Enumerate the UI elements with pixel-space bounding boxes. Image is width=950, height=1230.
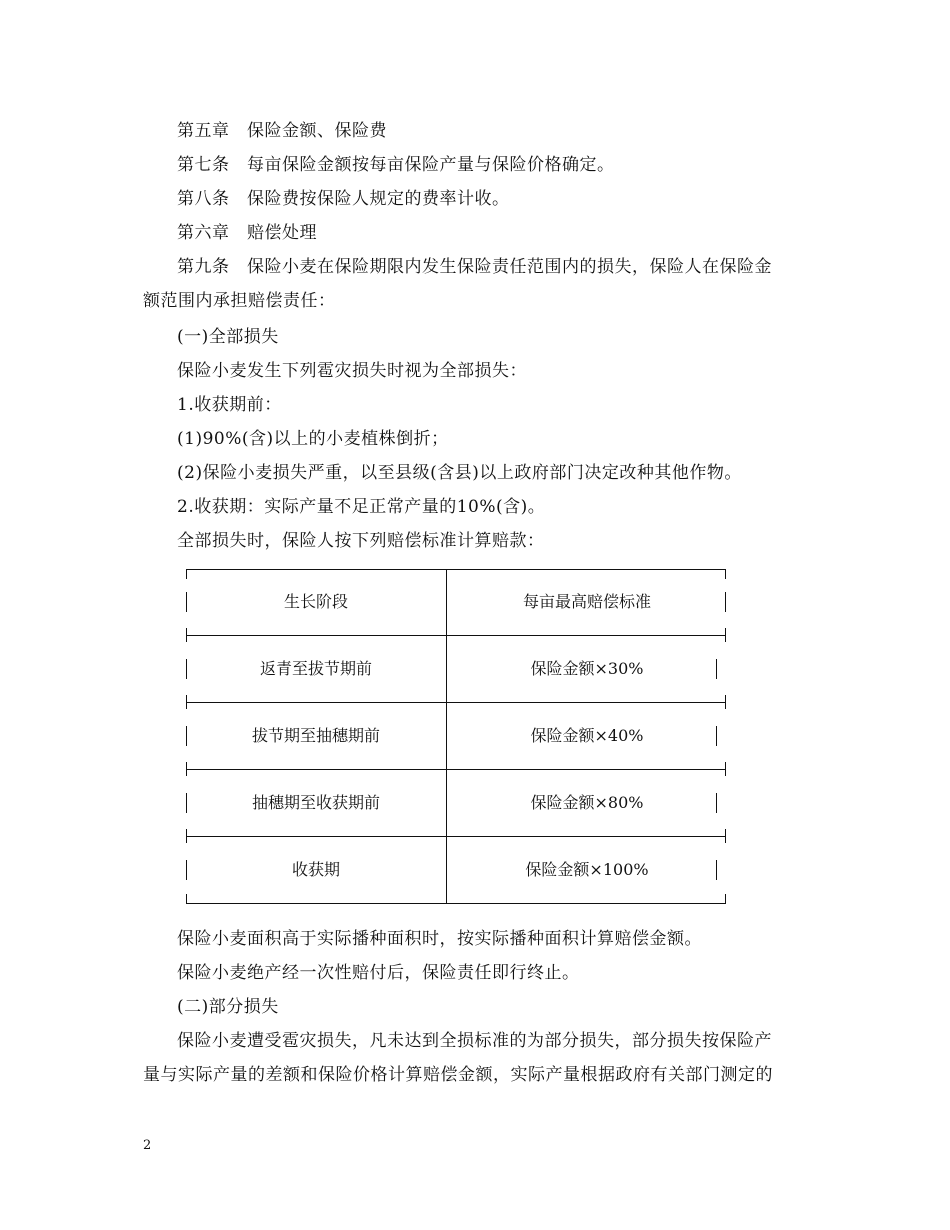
table-rule	[186, 702, 726, 703]
total-loss-intro: 保险小麦发生下列雹灾损失时视为全部损失：	[177, 361, 527, 381]
table-header-standard: 每亩最高赔偿标准	[522, 592, 651, 611]
table-tick	[186, 628, 187, 642]
table-cell-standard: 保险金额×30%	[530, 659, 644, 678]
table-tick	[725, 695, 726, 709]
article-7: 第七条 每亩保险金额按每亩保险产量与保险价格确定。	[177, 155, 615, 175]
page-number: 2	[143, 1138, 152, 1153]
partial-loss-line-1: 保险小麦遭受雹灾损失，凡未达到全损标准的为部分损失，部分损失按保险产	[177, 1031, 772, 1051]
table-cell-stage: 收获期	[291, 860, 340, 879]
table-tick	[186, 762, 187, 776]
article-9-line-1: 第九条 保险小麦在保险期限内发生保险责任范围内的损失，保险人在保险金	[177, 257, 772, 277]
item-harvest: 2.收获期：实际产量不足正常产量的10%(含)。	[177, 497, 546, 517]
table-tick	[186, 829, 187, 843]
item-before-harvest: 1.收获期前：	[177, 395, 282, 415]
table-tick	[725, 569, 726, 579]
table-tick	[725, 762, 726, 776]
chapter-6-heading: 第六章 赔偿处理	[177, 223, 317, 243]
table-cell-stage: 抽穗期至收获期前	[251, 793, 380, 812]
table-rule	[186, 569, 726, 570]
table-cell-standard: 保险金额×80%	[530, 793, 644, 812]
table-rule	[186, 903, 726, 904]
section-partial-loss: (二)部分损失	[177, 997, 279, 1017]
compensation-table	[186, 567, 726, 906]
table-tick	[725, 894, 726, 904]
partial-loss-line-2: 量与实际产量的差额和保险价格计算赔偿金额，实际产量根据政府有关部门测定的	[143, 1065, 773, 1085]
termination-paragraph: 保险小麦绝产经一次性赔付后，保险责任即行终止。	[177, 963, 580, 983]
table-cell-stage: 返青至拔节期前	[259, 659, 372, 678]
section-total-loss: (一)全部损失	[177, 327, 279, 347]
table-column-divider	[446, 569, 447, 903]
area-rule-paragraph: 保险小麦面积高于实际播种面积时，按实际播种面积计算赔偿金额。	[177, 929, 702, 949]
table-tick	[186, 695, 187, 709]
article-9-line-2: 额范围内承担赔偿责任：	[143, 291, 336, 311]
chapter-5-heading: 第五章 保险金额、保险费	[177, 121, 387, 141]
table-rule	[186, 836, 726, 837]
table-tick	[725, 628, 726, 642]
table-cell-standard: 保险金额×40%	[530, 726, 644, 745]
table-tick	[186, 569, 187, 579]
table-rule	[186, 635, 726, 636]
table-tick	[725, 829, 726, 843]
table-header-stage: 生长阶段	[283, 592, 348, 611]
table-tick	[186, 894, 187, 904]
item-2: (2)保险小麦损失严重，以至县级(含县)以上政府部门决定改种其他作物。	[177, 463, 742, 483]
table-cell-stage: 拔节期至抽穗期前	[251, 726, 380, 745]
compensation-intro: 全部损失时，保险人按下列赔偿标准计算赔款：	[177, 531, 545, 551]
article-8: 第八条 保险费按保险人规定的费率计收。	[177, 189, 510, 209]
table-cell-standard: 保险金额×100%	[525, 860, 649, 879]
item-1: (1)90%(含)以上的小麦植株倒折；	[177, 429, 449, 449]
table-rule	[186, 769, 726, 770]
